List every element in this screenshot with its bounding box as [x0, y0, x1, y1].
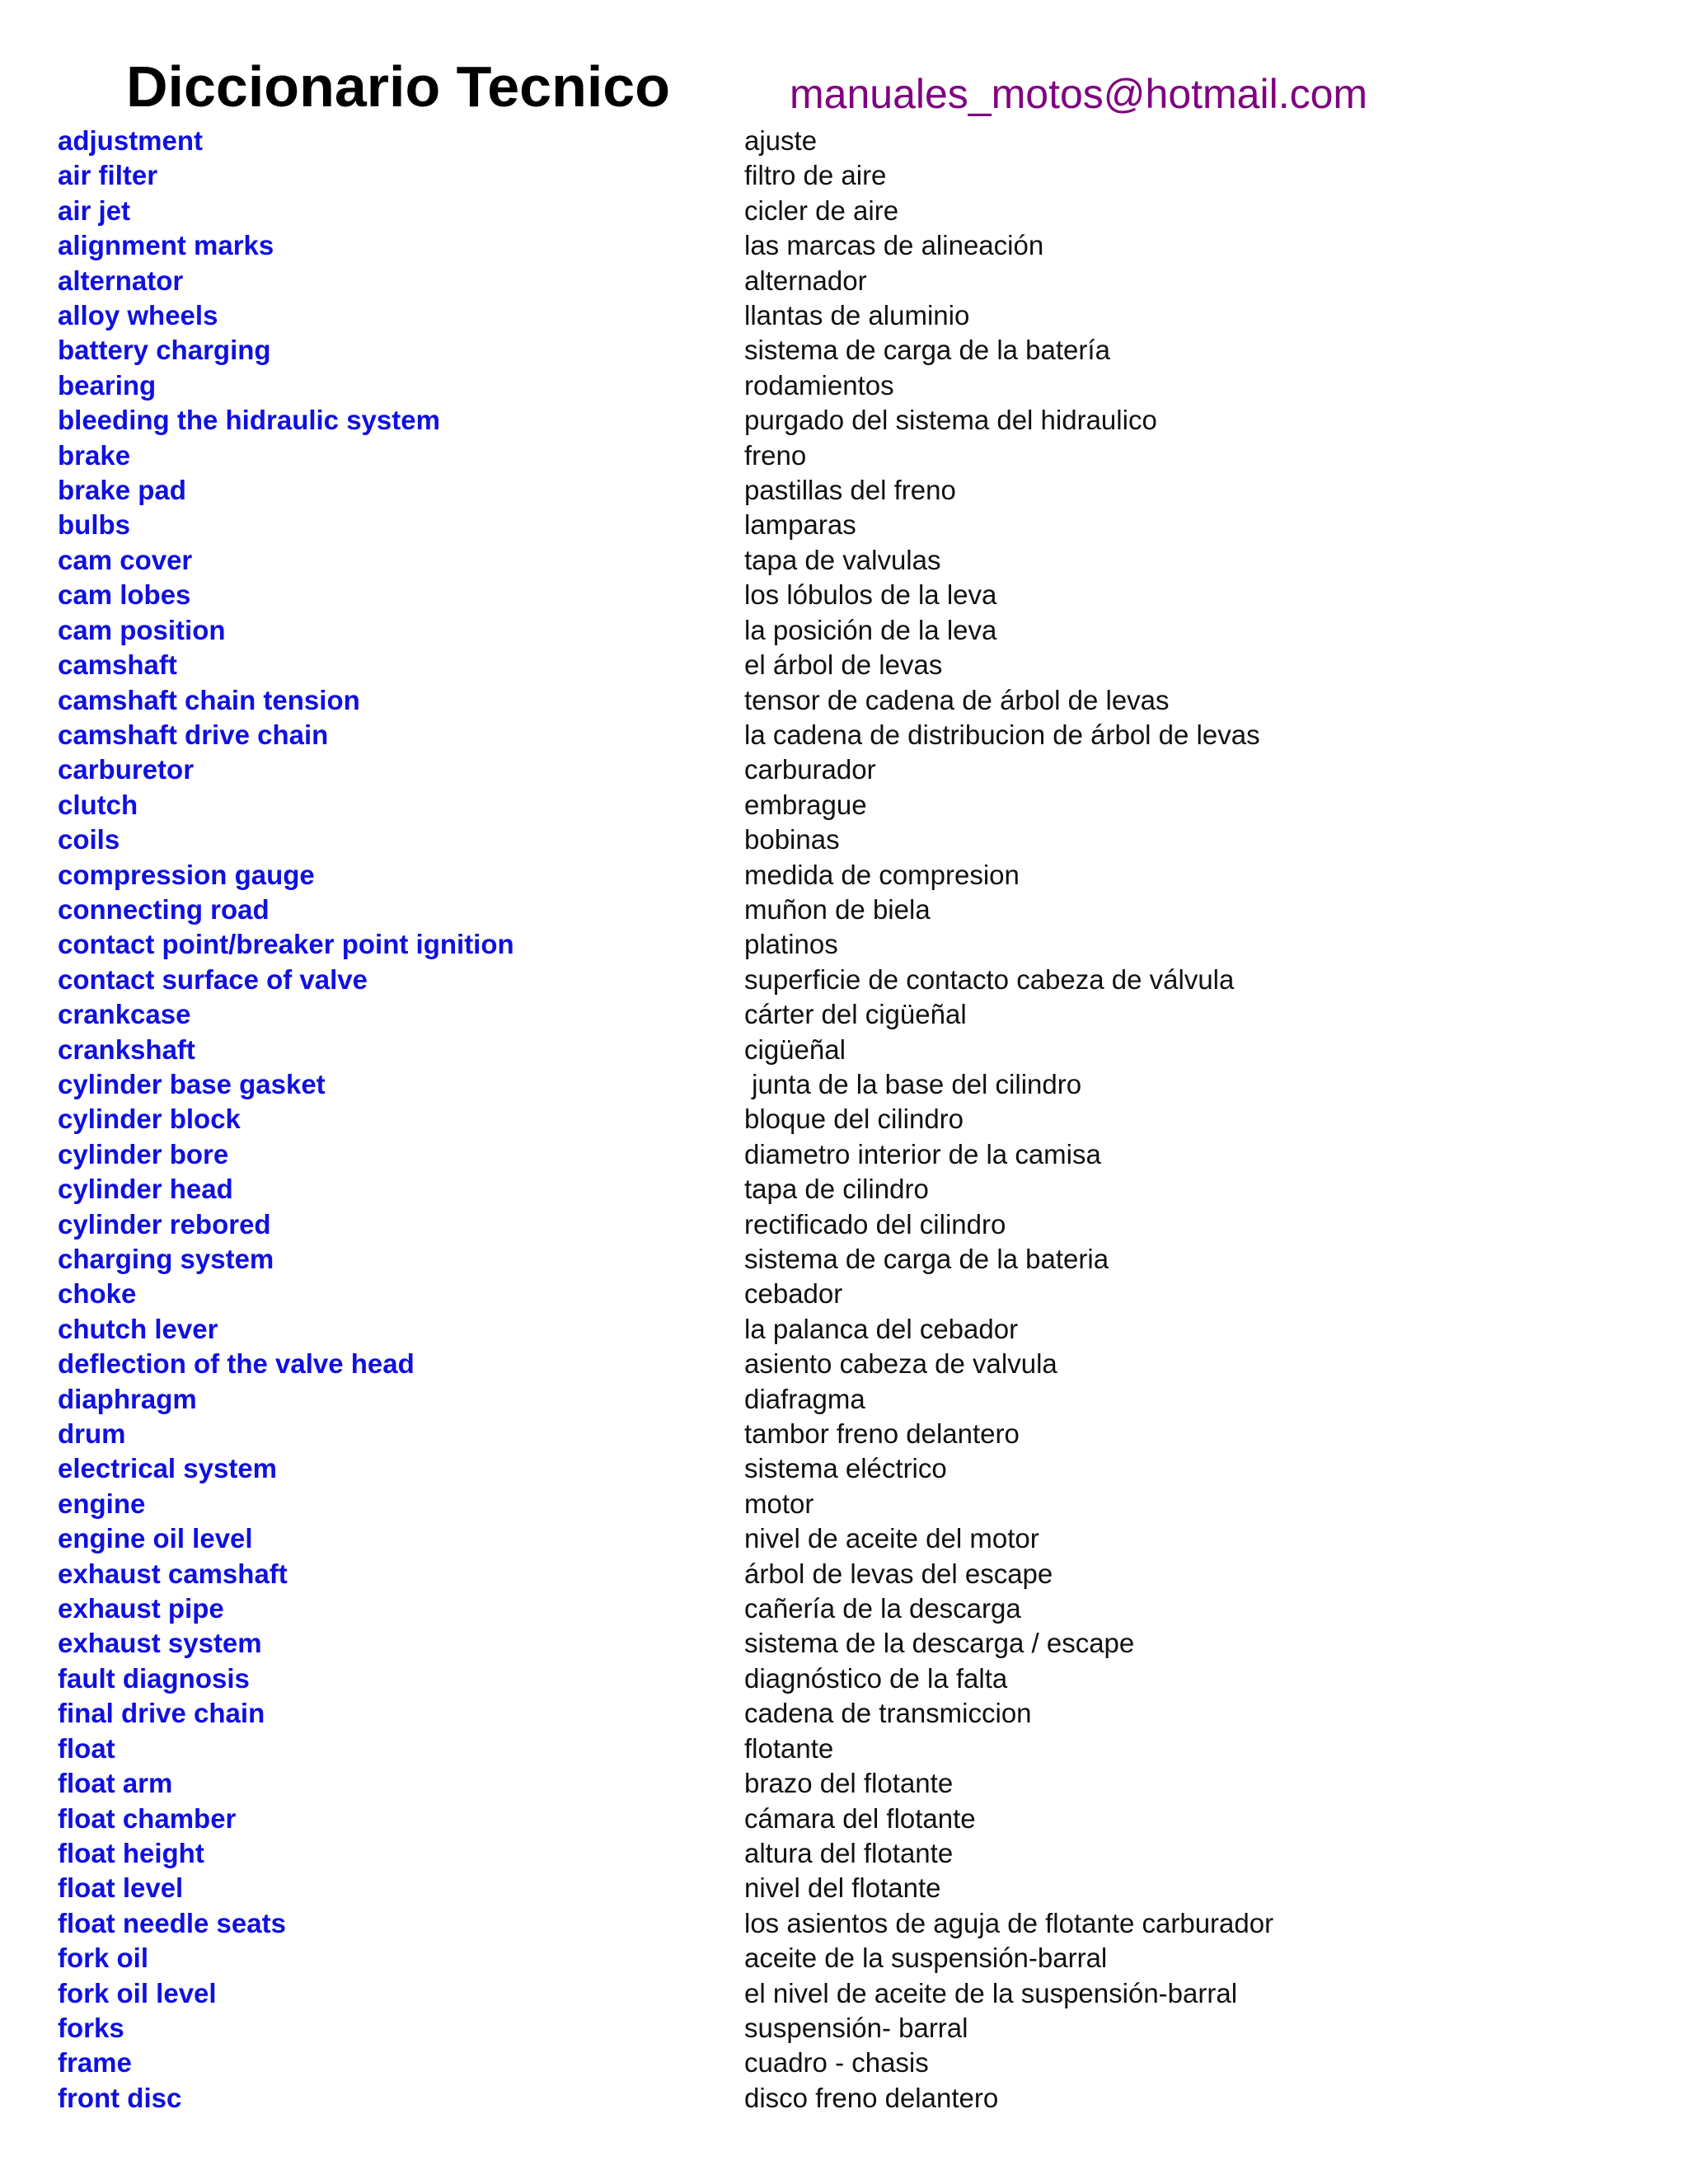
glossary-entry [0, 368, 1688, 403]
term-spanish: cadena de transmiccion [744, 1698, 1032, 1729]
term-spanish: medida de compresion [744, 859, 1020, 890]
term-spanish: llantas de aluminio [744, 300, 970, 331]
term-english: float height [58, 1837, 204, 1868]
term-spanish: brazo del flotante [744, 1768, 954, 1799]
term-spanish: cicler de aire [744, 194, 899, 226]
glossary-entry [0, 508, 1688, 542]
term-english: float level [58, 1872, 184, 1904]
term-english: cylinder rebored [58, 1208, 271, 1240]
term-english: front disc [58, 2082, 182, 2113]
term-english: fork oil level [58, 1977, 217, 2008]
term-english: compression gauge [58, 859, 315, 890]
term-english: camshaft drive chain [58, 719, 329, 750]
glossary-entry [0, 1172, 1688, 1207]
term-spanish: embrague [744, 789, 867, 820]
glossary-entry [0, 1451, 1688, 1486]
term-spanish: cigüeñal [744, 1033, 846, 1065]
term-spanish: cañería de la descarga [744, 1593, 1021, 1624]
glossary-entry [0, 1557, 1688, 1591]
term-english: cam position [58, 614, 226, 645]
term-english: connecting road [58, 893, 270, 925]
term-english: brake [58, 439, 131, 471]
term-english: bulbs [58, 509, 130, 541]
term-english: final drive chain [58, 1698, 265, 1729]
term-english: forks [58, 2012, 124, 2043]
glossary-entry [0, 1976, 1688, 2011]
glossary-entry [0, 1732, 1688, 1766]
glossary-entry [0, 1277, 1688, 1311]
term-spanish: nivel de aceite del motor [744, 1523, 1039, 1554]
glossary-entry [0, 927, 1688, 962]
term-english: exhaust camshaft [58, 1558, 288, 1589]
glossary-entry [0, 1906, 1688, 1941]
term-english: camshaft [58, 649, 177, 681]
term-english: bearing [58, 369, 157, 401]
term-spanish: sistema eléctrico [744, 1453, 947, 1484]
glossary-entry [0, 1766, 1688, 1801]
glossary-entry [0, 403, 1688, 438]
term-english: air jet [58, 194, 131, 226]
term-spanish: ajuste [744, 125, 818, 156]
term-spanish: altura del flotante [744, 1837, 954, 1868]
term-english: exhaust system [58, 1628, 262, 1659]
glossary-entry [0, 158, 1688, 193]
term-spanish: rectificado del cilindro [744, 1208, 1006, 1240]
term-english: fault diagnosis [58, 1662, 250, 1694]
page-title: Diccionario Tecnico [126, 54, 670, 119]
glossary-entry [0, 578, 1688, 612]
term-english: crankcase [58, 999, 191, 1030]
term-spanish: tapa de valvulas [744, 544, 941, 575]
term-english: choke [58, 1278, 137, 1310]
term-spanish: disco freno delantero [744, 2082, 999, 2113]
glossary-entry [0, 1802, 1688, 1836]
term-english: exhaust pipe [58, 1593, 224, 1624]
term-english: clutch [58, 789, 138, 820]
term-spanish: tambor freno delantero [744, 1418, 1020, 1450]
term-english: diaphragm [58, 1383, 197, 1414]
term-spanish: los lóbulos de la leva [744, 579, 997, 611]
glossary-entry [0, 298, 1688, 333]
term-spanish: cámara del flotante [744, 1802, 976, 1834]
glossary-entry [0, 1033, 1688, 1067]
term-spanish: aceite de la suspensión-barral [744, 1943, 1108, 1974]
term-spanish: freno [744, 439, 807, 471]
term-spanish: lamparas [744, 509, 856, 541]
term-spanish: muñon de biela [744, 893, 931, 925]
term-english: coils [58, 824, 120, 855]
term-english: carburetor [58, 754, 195, 785]
term-english: charging system [58, 1244, 274, 1274]
term-spanish: motor [744, 1488, 814, 1519]
term-spanish: filtro de aire [744, 160, 887, 191]
glossary-entry [0, 963, 1688, 997]
glossary-entry [0, 1207, 1688, 1242]
term-spanish: diafragma [744, 1383, 865, 1414]
term-english: brake pad [58, 475, 186, 506]
term-spanish: cuadro - chasis [744, 2047, 929, 2079]
glossary-entry [0, 683, 1688, 718]
glossary-entry [0, 2081, 1688, 2116]
glossary-entry [0, 438, 1688, 473]
term-english: alignment marks [58, 230, 274, 261]
glossary-entry [0, 752, 1688, 787]
term-spanish: superficie de contacto cabeza de válvula [744, 963, 1235, 995]
term-english: float chamber [58, 1802, 237, 1834]
term-spanish: diametro interior de la camisa [744, 1138, 1101, 1169]
term-spanish: rodamientos [744, 369, 894, 401]
term-english: cylinder bore [58, 1138, 229, 1169]
term-spanish: nivel del flotante [744, 1872, 941, 1904]
glossary-entry [0, 2011, 1688, 2046]
term-spanish: el árbol de levas [744, 649, 943, 681]
term-spanish: tapa de cilindro [744, 1174, 929, 1205]
term-english: air filter [58, 160, 158, 191]
glossary-entry [0, 1067, 1688, 1102]
glossary-entry [0, 2046, 1688, 2080]
glossary-list [0, 124, 1688, 2116]
term-english: deflection of the valve head [58, 1348, 415, 1380]
term-english: float needle seats [58, 1907, 286, 1938]
term-english: camshaft chain tension [58, 684, 360, 715]
term-spanish: platinos [744, 929, 838, 960]
term-english: alloy wheels [58, 300, 218, 331]
term-spanish: cárter del cigüeñal [744, 999, 967, 1030]
term-spanish: flotante [744, 1732, 834, 1764]
term-english: alternator [58, 265, 184, 296]
glossary-entry [0, 228, 1688, 263]
glossary-entry [0, 473, 1688, 508]
glossary-entry [0, 1242, 1688, 1277]
term-english: battery charging [58, 335, 271, 366]
term-english: drum [58, 1418, 126, 1450]
glossary-entry [0, 1871, 1688, 1905]
term-spanish: asiento cabeza de valvula [744, 1348, 1057, 1380]
glossary-entry [0, 1591, 1688, 1626]
term-english: fork oil [58, 1943, 149, 1974]
term-spanish: bloque del cilindro [744, 1104, 964, 1135]
glossary-entry [0, 333, 1688, 368]
glossary-entry [0, 858, 1688, 893]
glossary-entry [0, 823, 1688, 857]
term-spanish: la cadena de distribucion de árbol de levas [744, 719, 1260, 750]
glossary-entry [0, 1137, 1688, 1172]
glossary-entry [0, 648, 1688, 682]
term-english: engine oil level [58, 1523, 253, 1554]
term-spanish: la palanca del cebador [744, 1313, 1019, 1344]
term-english: chutch lever [58, 1313, 218, 1344]
glossary-entry [0, 1521, 1688, 1556]
term-english: float arm [58, 1768, 173, 1799]
term-spanish: purgado del sistema del hidraulico [744, 405, 1157, 436]
glossary-entry [0, 1417, 1688, 1451]
glossary-entry [0, 264, 1688, 298]
term-english: contact point/breaker point ignition [58, 929, 514, 960]
term-spanish: sistema de carga de la bateria [744, 1244, 1109, 1274]
term-english: engine [58, 1488, 146, 1519]
glossary-entry [0, 1102, 1688, 1137]
glossary-entry [0, 1941, 1688, 1975]
glossary-entry [0, 718, 1688, 752]
term-spanish: las marcas de alineación [744, 230, 1044, 261]
glossary-entry [0, 893, 1688, 927]
glossary-entry [0, 1312, 1688, 1347]
term-spanish: sistema de la descarga / escape [744, 1628, 1135, 1659]
term-spanish: junta de la base del cilindro [744, 1068, 1082, 1099]
glossary-entry [0, 997, 1688, 1032]
glossary-entry [0, 1487, 1688, 1521]
term-spanish: árbol de levas del escape [744, 1558, 1053, 1589]
term-english: frame [58, 2047, 132, 2079]
glossary-entry [0, 124, 1688, 158]
glossary-entry [0, 788, 1688, 823]
glossary-entry [0, 194, 1688, 228]
glossary-entry [0, 1661, 1688, 1696]
term-spanish: tensor de cadena de árbol de levas [744, 684, 1170, 715]
term-english: crankshaft [58, 1033, 195, 1065]
glossary-entry [0, 1836, 1688, 1871]
term-spanish: los asientos de aguja de flotante carburador [744, 1907, 1274, 1938]
term-spanish: sistema de carga de la batería [744, 335, 1110, 366]
term-spanish: carburador [744, 754, 876, 785]
term-english: bleeding the hidraulic system [58, 405, 440, 436]
glossary-entry [0, 613, 1688, 648]
term-spanish: cebador [744, 1278, 843, 1310]
contact-email: manuales_motos@hotmail.com [790, 71, 1368, 117]
glossary-entry [0, 1696, 1688, 1731]
term-english: cylinder block [58, 1104, 241, 1135]
glossary-entry [0, 1382, 1688, 1417]
glossary-entry [0, 1626, 1688, 1661]
term-spanish: alternador [744, 265, 867, 296]
glossary-entry [0, 1347, 1688, 1381]
term-spanish: el nivel de aceite de la suspensión-barral [744, 1977, 1238, 2008]
term-spanish: bobinas [744, 824, 840, 855]
term-spanish: suspensión- barral [744, 2012, 968, 2043]
term-english: cylinder head [58, 1174, 233, 1205]
term-spanish: pastillas del freno [744, 475, 956, 506]
term-spanish: la posición de la leva [744, 614, 997, 645]
term-english: contact surface of valve [58, 963, 368, 995]
glossary-entry [0, 543, 1688, 578]
term-spanish: diagnóstico de la falta [744, 1662, 1008, 1694]
term-english: cam cover [58, 544, 193, 575]
page-header [0, 0, 1688, 124]
term-english: adjustment [58, 125, 204, 156]
term-english: cam lobes [58, 579, 191, 611]
term-english: cylinder base gasket [58, 1068, 326, 1099]
term-english: electrical system [58, 1453, 278, 1484]
term-english: float [58, 1732, 115, 1764]
